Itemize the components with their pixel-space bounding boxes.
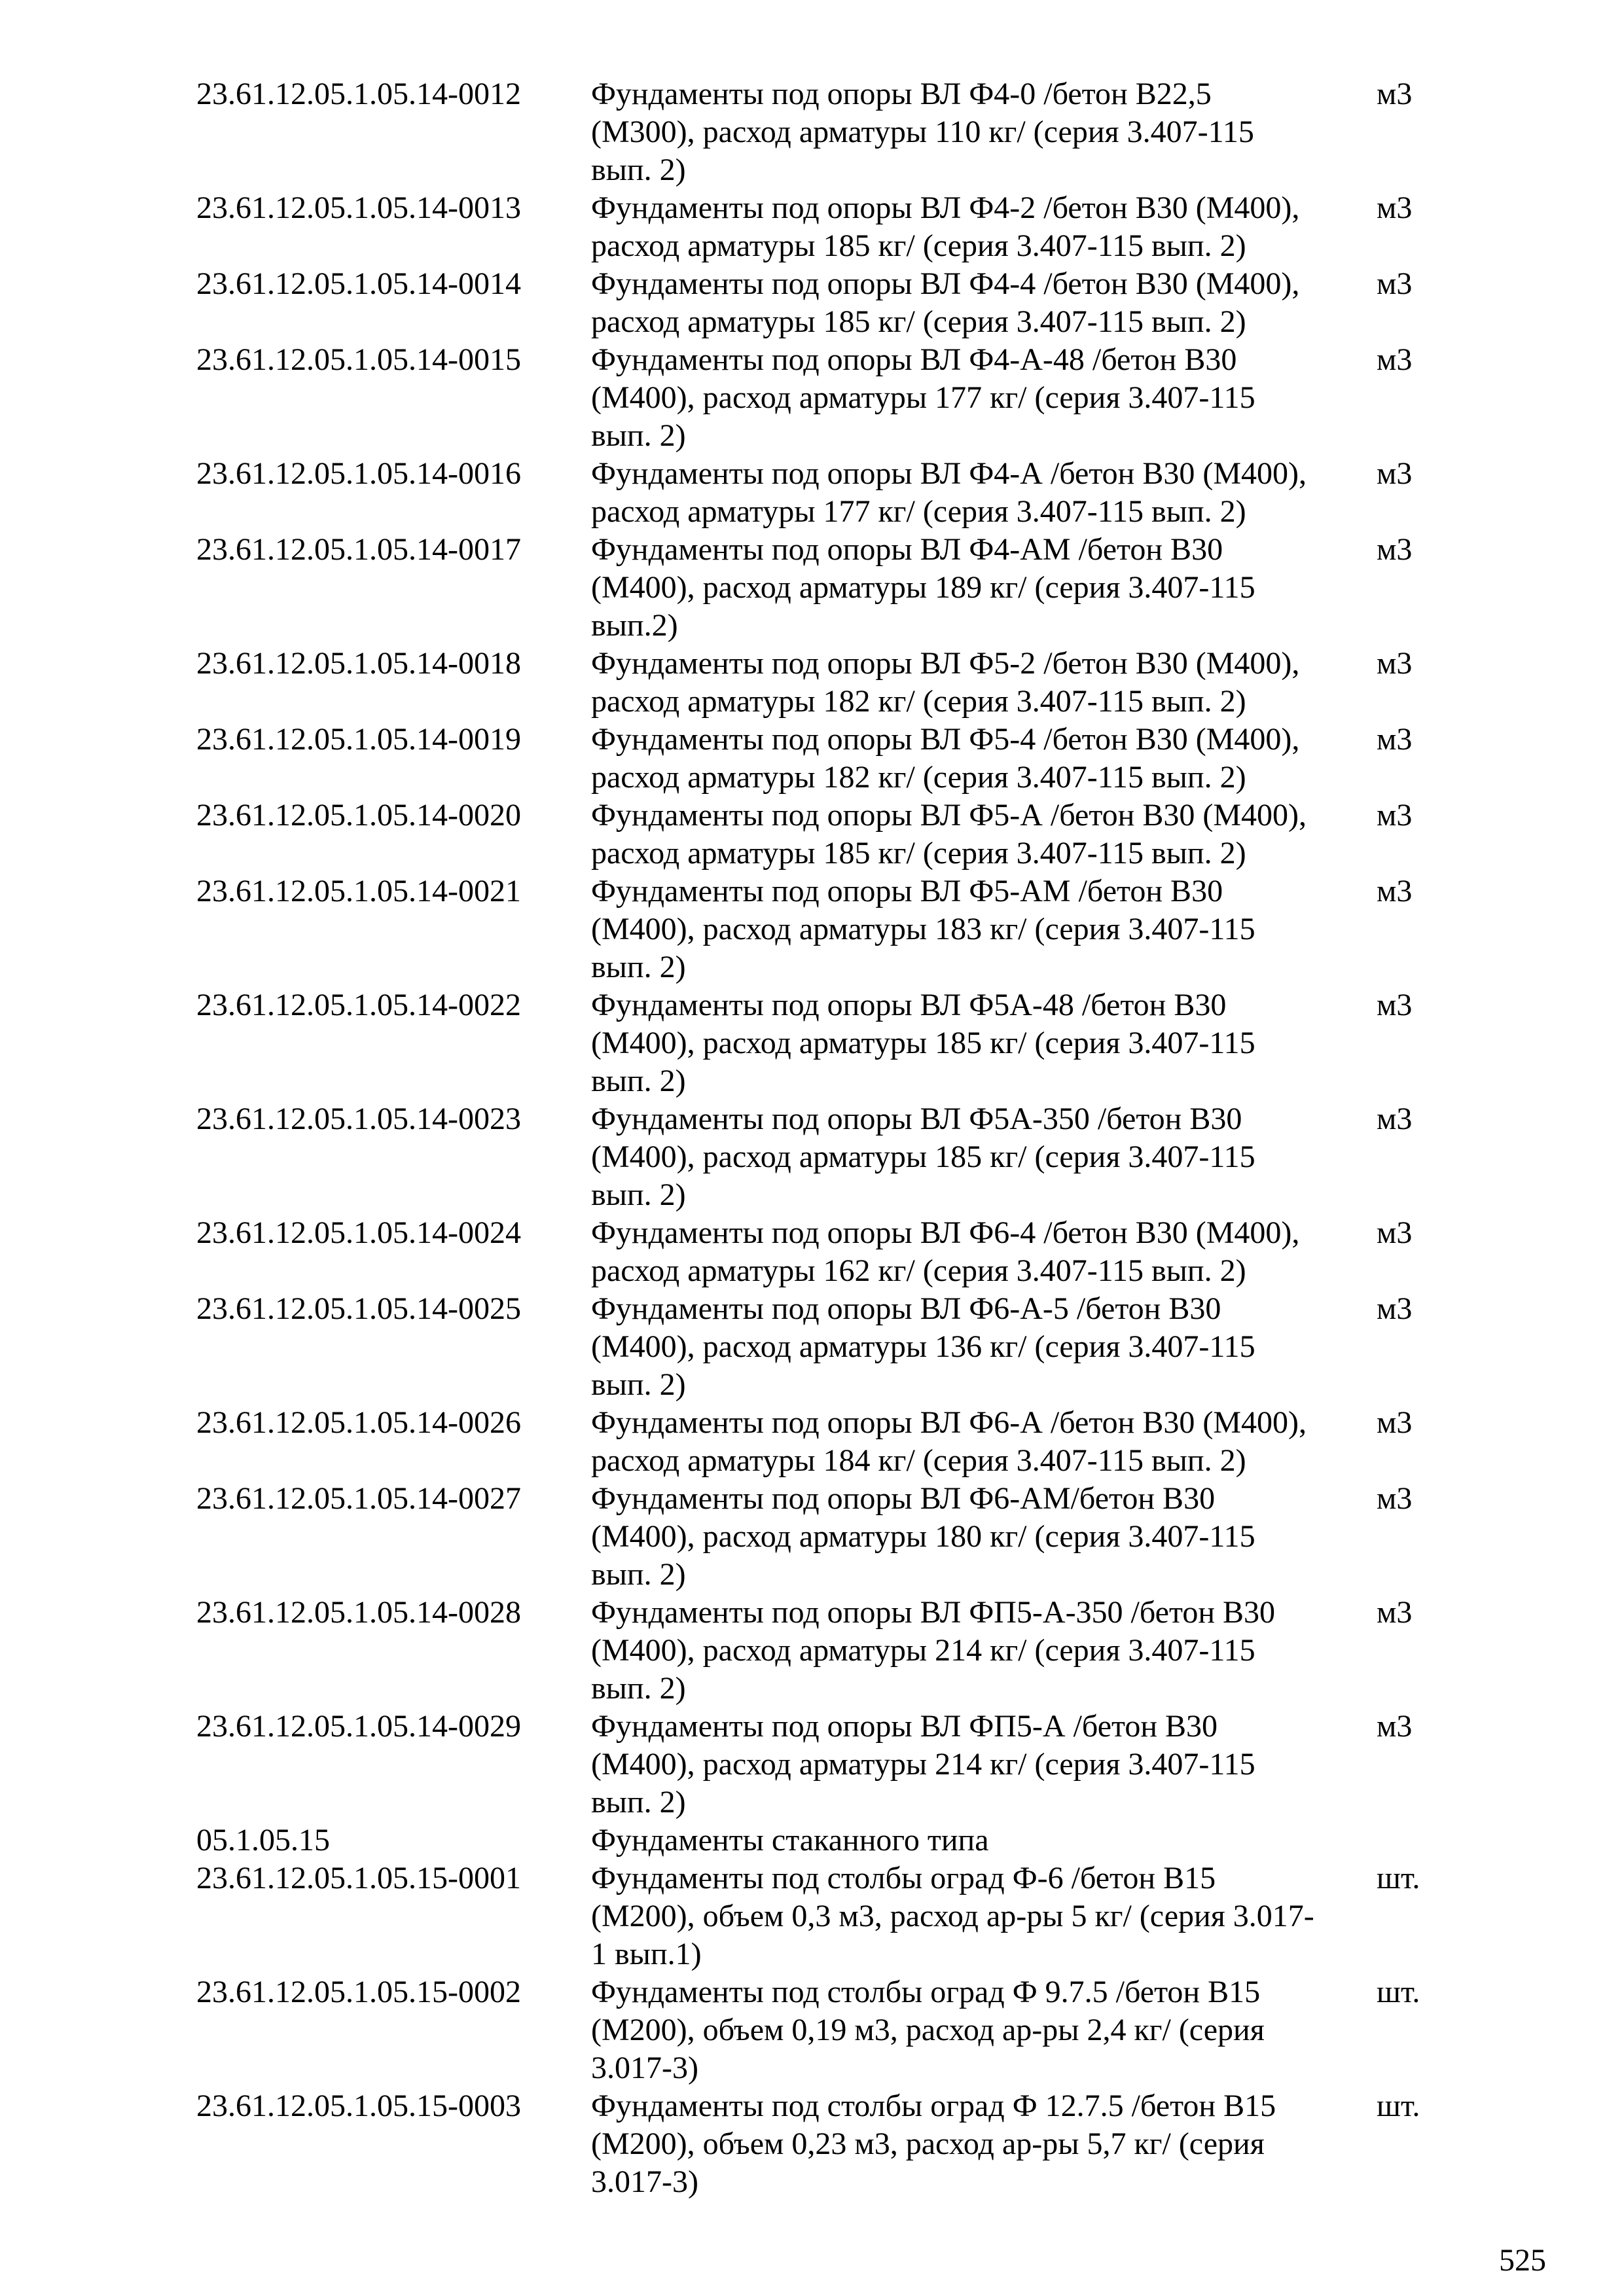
item-code: 23.61.12.05.1.05.14-0029 — [196, 1709, 521, 1744]
item-code: 23.61.12.05.1.05.14-0017 — [196, 532, 521, 567]
description-line: расход арматуры 177 кг/ (серия 3.407-115 вып. 2) — [591, 494, 1246, 529]
item-unit: м3 — [1377, 874, 1413, 908]
description-line: (М400), расход арматуры 183 кг/ (серия 3.407-115 — [591, 912, 1255, 946]
page-number: 525 — [1499, 2243, 1546, 2278]
item-code: 23.61.12.05.1.05.15-0003 — [196, 2089, 521, 2123]
item-description — [591, 341, 1377, 455]
table-row — [196, 455, 1440, 531]
description-line: Фундаменты под опоры ВЛ Ф5-А /бетон В30 (М400), — [591, 798, 1307, 833]
item-code: 23.61.12.05.1.05.15-0001 — [196, 1861, 521, 1895]
item-unit: м3 — [1377, 1481, 1413, 1516]
item-unit: шт. — [1377, 1975, 1420, 2009]
table-row — [196, 1214, 1440, 1290]
description-line: (М400), расход арматуры 185 кг/ (серия 3.407-115 — [591, 1139, 1255, 1174]
table-row — [196, 1594, 1440, 1708]
description-line: 3.017-3) — [591, 2051, 698, 2085]
table-row — [196, 1100, 1440, 1214]
description-line: расход арматуры 184 кг/ (серия 3.407-115 вып. 2) — [591, 1443, 1246, 1478]
description-line: вып. 2) — [591, 418, 686, 453]
description-line: 3.017-3) — [591, 2164, 698, 2199]
description-line: Фундаменты под опоры ВЛ Ф6-А /бетон В30 (М400), — [591, 1405, 1307, 1440]
description-line: Фундаменты под опоры ВЛ Ф4-А-48 /бетон В30 — [591, 342, 1237, 377]
item-code: 23.61.12.05.1.05.14-0027 — [196, 1481, 521, 1516]
item-code: 23.61.12.05.1.05.14-0022 — [196, 988, 521, 1022]
description-line: вып. 2) — [591, 1367, 686, 1402]
description-line: вып. 2) — [591, 1557, 686, 1592]
description-line: Фундаменты под столбы оград Ф 9.7.5 /бетон В15 — [591, 1975, 1261, 2009]
item-description — [591, 1594, 1377, 1708]
item-description — [591, 455, 1377, 531]
table-row — [196, 721, 1440, 797]
description-line: Фундаменты под опоры ВЛ ФП5-А-350 /бетон В30 — [591, 1595, 1276, 1630]
item-unit: м3 — [1377, 532, 1413, 567]
description-line: вып. 2) — [591, 152, 686, 187]
description-line: вып. 2) — [591, 950, 686, 984]
description-line: расход арматуры 182 кг/ (серия 3.407-115 вып. 2) — [591, 760, 1246, 795]
description-line: Фундаменты под опоры ВЛ Ф5А-48 /бетон В30 — [591, 988, 1227, 1022]
description-line: Фундаменты под опоры ВЛ Ф4-4 /бетон В30 (М400), — [591, 266, 1300, 301]
description-line: расход арматуры 185 кг/ (серия 3.407-115 вып. 2) — [591, 304, 1246, 339]
description-line: (М300), расход арматуры 110 кг/ (серия 3.407-115 — [591, 115, 1254, 149]
table-row — [196, 986, 1440, 1100]
item-description — [591, 1480, 1377, 1594]
price-table — [196, 75, 1440, 2201]
description-line: Фундаменты стаканного типа — [591, 1823, 989, 1857]
item-description — [591, 2087, 1377, 2201]
item-description — [591, 1100, 1377, 1214]
item-code: 05.1.05.15 — [196, 1823, 330, 1857]
item-code: 23.61.12.05.1.05.14-0018 — [196, 646, 521, 681]
item-unit: м3 — [1377, 266, 1413, 301]
item-description — [591, 75, 1377, 189]
description-line: Фундаменты под опоры ВЛ Ф4-АМ /бетон В30 — [591, 532, 1223, 567]
item-unit: м3 — [1377, 988, 1413, 1022]
item-code: 23.61.12.05.1.05.14-0025 — [196, 1291, 521, 1326]
description-line: вып.2) — [591, 608, 678, 643]
table-row — [196, 1973, 1440, 2087]
item-unit: м3 — [1377, 1291, 1413, 1326]
item-unit: м3 — [1377, 646, 1413, 681]
item-description — [591, 721, 1377, 797]
description-line: (М400), расход арматуры 177 кг/ (серия 3.407-115 — [591, 380, 1255, 415]
item-code: 23.61.12.05.1.05.14-0019 — [196, 722, 521, 757]
description-line: (М200), объем 0,23 м3, расход ар-ры 5,7 кг/ (серия — [591, 2126, 1265, 2161]
description-line: расход арматуры 185 кг/ (серия 3.407-115 вып. 2) — [591, 228, 1246, 263]
item-description — [591, 1821, 1377, 1859]
item-code: 23.61.12.05.1.05.14-0024 — [196, 1215, 521, 1250]
table-row — [196, 797, 1440, 872]
item-description — [591, 265, 1377, 341]
item-code: 23.61.12.05.1.05.14-0013 — [196, 190, 521, 225]
item-description — [591, 1404, 1377, 1480]
item-description — [591, 872, 1377, 986]
item-code: 23.61.12.05.1.05.14-0026 — [196, 1405, 521, 1440]
table-row — [196, 645, 1440, 721]
description-line: (М400), расход арматуры 180 кг/ (серия 3.407-115 — [591, 1519, 1255, 1554]
item-code: 23.61.12.05.1.05.14-0028 — [196, 1595, 521, 1630]
description-line: вып. 2) — [591, 1671, 686, 1706]
description-line: (М400), расход арматуры 136 кг/ (серия 3.407-115 — [591, 1329, 1255, 1364]
item-description — [591, 645, 1377, 721]
item-unit: м3 — [1377, 77, 1413, 111]
description-line: (М400), расход арматуры 185 кг/ (серия 3.407-115 — [591, 1026, 1255, 1060]
item-unit: м3 — [1377, 798, 1413, 833]
item-unit: м3 — [1377, 342, 1413, 377]
description-line: Фундаменты под опоры ВЛ ФП5-А /бетон В30 — [591, 1709, 1218, 1744]
item-description — [591, 1290, 1377, 1404]
item-unit: шт. — [1377, 2089, 1420, 2123]
description-line: Фундаменты под опоры ВЛ Ф5А-350 /бетон В30 — [591, 1102, 1242, 1136]
description-line: Фундаменты под опоры ВЛ Ф5-4 /бетон В30 (М400), — [591, 722, 1300, 757]
description-line: (М200), объем 0,3 м3, расход ар-ры 5 кг/ (серия 3.017- — [591, 1899, 1314, 1933]
item-unit: м3 — [1377, 456, 1413, 491]
description-line: Фундаменты под опоры ВЛ Ф5-АМ /бетон В30 — [591, 874, 1223, 908]
table-row — [196, 341, 1440, 455]
table-row — [196, 2087, 1440, 2201]
item-unit: м3 — [1377, 1102, 1413, 1136]
item-code: 23.61.12.05.1.05.14-0015 — [196, 342, 521, 377]
table-row — [196, 1404, 1440, 1480]
item-description — [591, 531, 1377, 645]
description-line: Фундаменты под опоры ВЛ Ф4-2 /бетон В30 (М400), — [591, 190, 1300, 225]
item-description — [591, 986, 1377, 1100]
item-unit: м3 — [1377, 1215, 1413, 1250]
table-row — [196, 265, 1440, 341]
description-line: расход арматуры 182 кг/ (серия 3.407-115 вып. 2) — [591, 684, 1246, 719]
item-unit: м3 — [1377, 1595, 1413, 1630]
item-code: 23.61.12.05.1.05.14-0012 — [196, 77, 521, 111]
item-unit: м3 — [1377, 722, 1413, 757]
item-code: 23.61.12.05.1.05.14-0016 — [196, 456, 521, 491]
description-line: 1 вып.1) — [591, 1937, 702, 1971]
description-line: вып. 2) — [591, 1785, 686, 1820]
description-line: расход арматуры 185 кг/ (серия 3.407-115 вып. 2) — [591, 836, 1246, 870]
item-unit: м3 — [1377, 1709, 1413, 1744]
description-line: Фундаменты под опоры ВЛ Ф4-А /бетон В30 (М400), — [591, 456, 1307, 491]
item-description — [591, 189, 1377, 265]
description-line: Фундаменты под столбы оград Ф 12.7.5 /бетон В15 — [591, 2089, 1276, 2123]
description-line: Фундаменты под опоры ВЛ Ф5-2 /бетон В30 (М400), — [591, 646, 1300, 681]
description-line: (М400), расход арматуры 189 кг/ (серия 3.407-115 — [591, 570, 1255, 605]
table-row — [196, 1859, 1440, 1973]
description-line: Фундаменты под столбы оград Ф-6 /бетон В15 — [591, 1861, 1216, 1895]
item-unit: м3 — [1377, 190, 1413, 225]
description-line: Фундаменты под опоры ВЛ Ф6-4 /бетон В30 (М400), — [591, 1215, 1300, 1250]
description-line: (М200), объем 0,19 м3, расход ар-ры 2,4 кг/ (серия — [591, 2013, 1265, 2047]
item-description — [591, 1859, 1377, 1973]
table-row — [196, 1821, 1440, 1859]
item-description — [591, 797, 1377, 872]
item-unit: м3 — [1377, 1405, 1413, 1440]
description-line: Фундаменты под опоры ВЛ Ф4-0 /бетон В22,5 — [591, 77, 1212, 111]
table-row — [196, 189, 1440, 265]
item-description — [591, 1708, 1377, 1821]
table-row — [196, 1480, 1440, 1594]
item-description — [591, 1973, 1377, 2087]
table-row — [196, 1290, 1440, 1404]
table-row — [196, 1708, 1440, 1821]
item-code: 23.61.12.05.1.05.15-0002 — [196, 1975, 521, 2009]
item-code: 23.61.12.05.1.05.14-0020 — [196, 798, 521, 833]
table-row — [196, 872, 1440, 986]
description-line: (М400), расход арматуры 214 кг/ (серия 3.407-115 — [591, 1633, 1255, 1668]
description-line: Фундаменты под опоры ВЛ Ф6-А-5 /бетон В30 — [591, 1291, 1221, 1326]
description-line: вып. 2) — [591, 1177, 686, 1212]
description-line: расход арматуры 162 кг/ (серия 3.407-115 вып. 2) — [591, 1253, 1246, 1288]
item-unit: шт. — [1377, 1861, 1420, 1895]
item-code: 23.61.12.05.1.05.14-0021 — [196, 874, 521, 908]
item-code: 23.61.12.05.1.05.14-0014 — [196, 266, 521, 301]
description-line: Фундаменты под опоры ВЛ Ф6-АМ/бетон В30 — [591, 1481, 1216, 1516]
description-line: (М400), расход арматуры 214 кг/ (серия 3.407-115 — [591, 1747, 1255, 1782]
table-row — [196, 531, 1440, 645]
item-code: 23.61.12.05.1.05.14-0023 — [196, 1102, 521, 1136]
item-description — [591, 1214, 1377, 1290]
table-row — [196, 75, 1440, 189]
description-line: вып. 2) — [591, 1064, 686, 1098]
